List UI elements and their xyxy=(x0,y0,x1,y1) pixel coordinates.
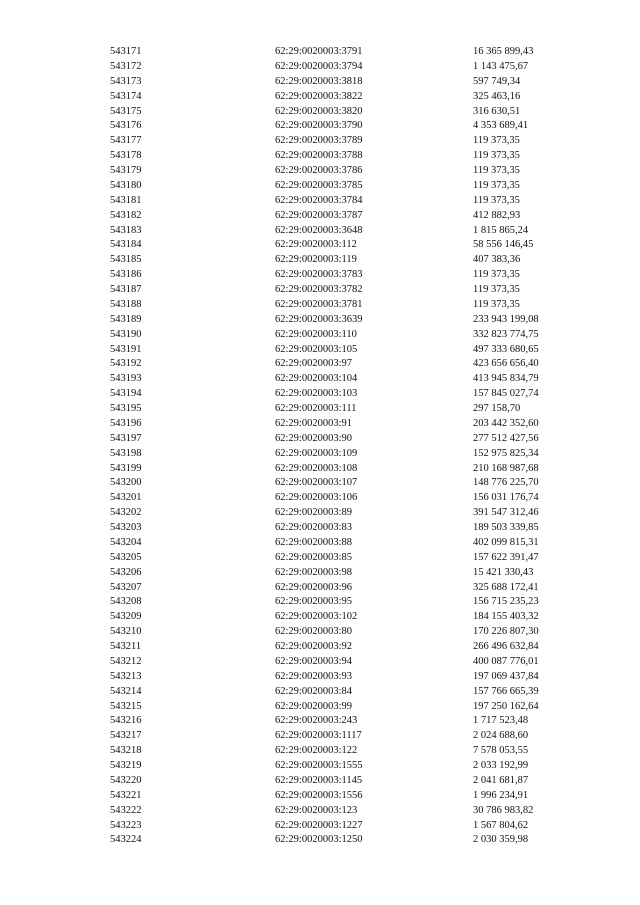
row-number-cell: 543191 xyxy=(110,343,142,355)
table-row xyxy=(110,90,573,105)
table-row xyxy=(110,134,573,149)
cadastral-number-cell: 62:29:0020003:109 xyxy=(275,447,358,459)
table-row xyxy=(110,387,573,402)
cadastral-number-cell: 62:29:0020003:103 xyxy=(275,388,358,400)
table-row xyxy=(110,581,573,596)
cadastral-value-cell: 2 024 688,60 xyxy=(473,730,529,742)
cadastral-number-cell: 62:29:0020003:94 xyxy=(275,655,353,667)
cadastral-number-cell: 62:29:0020003:98 xyxy=(275,566,353,578)
cadastral-value-cell: 157 622 391,47 xyxy=(473,551,539,563)
cadastral-number-cell: 62:29:0020003:96 xyxy=(275,581,353,593)
table-row xyxy=(110,119,573,134)
cadastral-value-cell: 157 845 027,74 xyxy=(473,388,539,400)
table-row xyxy=(110,209,573,224)
row-number-cell: 543180 xyxy=(110,179,142,191)
row-number-cell: 543199 xyxy=(110,462,142,474)
cadastral-number-cell: 62:29:0020003:1555 xyxy=(275,760,363,771)
row-number-cell: 543211 xyxy=(110,641,142,652)
table-row xyxy=(110,402,573,417)
cadastral-value-cell: 148 776 225,70 xyxy=(473,477,539,489)
cadastral-value-cell: 170 226 807,30 xyxy=(473,626,539,638)
table-row xyxy=(110,714,573,729)
row-number-cell: 543200 xyxy=(110,477,142,489)
table-row xyxy=(110,328,573,343)
cadastral-number-cell: 62:29:0020003:112 xyxy=(275,239,357,251)
table-row xyxy=(110,789,573,804)
cadastral-number-cell: 62:29:0020003:84 xyxy=(275,685,353,697)
table-row xyxy=(110,105,573,120)
cadastral-value-cell: 119 373,35 xyxy=(473,269,520,281)
cadastral-value-cell: 119 373,35 xyxy=(473,284,520,295)
cadastral-number-cell: 62:29:0020003:80 xyxy=(275,626,353,638)
cadastral-value-cell: 119 373,35 xyxy=(473,150,520,162)
row-number-cell: 543221 xyxy=(110,789,142,801)
row-number-cell: 543214 xyxy=(110,685,142,697)
cadastral-number-cell: 62:29:0020003:3784 xyxy=(275,194,363,206)
row-number-cell: 543188 xyxy=(110,298,142,310)
cadastral-number-cell: 62:29:0020003:92 xyxy=(275,641,353,652)
cadastral-number-cell: 62:29:0020003:119 xyxy=(275,254,357,266)
cadastral-value-cell: 423 656 656,40 xyxy=(473,358,539,370)
row-number-cell: 543190 xyxy=(110,328,142,340)
row-number-cell: 543218 xyxy=(110,745,142,757)
table-row xyxy=(110,283,573,298)
cadastral-value-cell: 119 373,35 xyxy=(473,298,520,310)
cadastral-number-cell: 62:29:0020003:106 xyxy=(275,492,358,504)
cadastral-value-cell: 266 496 632,84 xyxy=(473,641,539,652)
row-number-cell: 543192 xyxy=(110,358,142,370)
cadastral-value-cell: 412 882,93 xyxy=(473,209,521,221)
row-number-cell: 543210 xyxy=(110,626,142,638)
cadastral-value-cell: 189 503 339,85 xyxy=(473,522,539,533)
table-row xyxy=(110,655,573,670)
cadastral-value-cell: 15 421 330,43 xyxy=(473,566,534,578)
cadastral-number-cell: 62:29:0020003:3822 xyxy=(275,90,363,102)
table-row xyxy=(110,670,573,685)
cadastral-number-cell: 62:29:0020003:3791 xyxy=(275,46,363,57)
row-number-cell: 543179 xyxy=(110,165,142,176)
cadastral-value-cell: 16 365 899,43 xyxy=(473,46,534,57)
table-row xyxy=(110,313,573,328)
table-row xyxy=(110,253,573,268)
cadastral-value-cell: 119 373,35 xyxy=(473,194,520,206)
row-number-cell: 543187 xyxy=(110,284,142,295)
cadastral-number-cell: 62:29:0020003:107 xyxy=(275,477,358,489)
cadastral-value-cell: 119 373,35 xyxy=(473,135,520,147)
cadastral-number-cell: 62:29:0020003:102 xyxy=(275,611,358,623)
cadastral-number-cell: 62:29:0020003:85 xyxy=(275,551,353,563)
table-row xyxy=(110,238,573,253)
table-row xyxy=(110,343,573,358)
cadastral-value-cell: 1 567 804,62 xyxy=(473,819,529,831)
cadastral-value-cell: 119 373,35 xyxy=(473,165,520,176)
cadastral-number-cell: 62:29:0020003:3785 xyxy=(275,179,363,191)
row-number-cell: 543194 xyxy=(110,388,142,400)
table-row xyxy=(110,700,573,715)
table-row xyxy=(110,491,573,506)
row-number-cell: 543206 xyxy=(110,566,142,578)
cadastral-value-cell: 597 749,34 xyxy=(473,75,521,87)
row-number-cell: 543222 xyxy=(110,804,142,816)
table-row xyxy=(110,224,573,239)
table-row xyxy=(110,759,573,774)
cadastral-number-cell: 62:29:0020003:88 xyxy=(275,536,353,548)
row-number-cell: 543216 xyxy=(110,715,142,727)
cadastral-value-cell: 402 099 815,31 xyxy=(473,536,539,548)
row-number-cell: 543198 xyxy=(110,447,142,459)
cadastral-value-cell: 203 442 352,60 xyxy=(473,417,539,429)
cadastral-number-cell: 62:29:0020003:3787 xyxy=(275,209,363,221)
table-row xyxy=(110,447,573,462)
table-row xyxy=(110,595,573,610)
cadastral-value-cell: 2 041 681,87 xyxy=(473,774,529,786)
cadastral-value-cell: 210 168 987,68 xyxy=(473,462,539,474)
row-number-cell: 543185 xyxy=(110,254,142,266)
row-number-cell: 543217 xyxy=(110,730,142,742)
cadastral-number-cell: 62:29:0020003:111 xyxy=(275,403,357,414)
table-row xyxy=(110,551,573,566)
row-number-cell: 543173 xyxy=(110,75,142,87)
row-number-cell: 543203 xyxy=(110,522,142,533)
table-row xyxy=(110,75,573,90)
cadastral-number-cell: 62:29:0020003:3783 xyxy=(275,269,363,281)
cadastral-number-cell: 62:29:0020003:3786 xyxy=(275,165,363,176)
table-row xyxy=(110,833,573,848)
cadastral-value-cell: 1 996 234,91 xyxy=(473,789,529,801)
cadastral-value-cell: 297 158,70 xyxy=(473,403,521,414)
row-number-cell: 543223 xyxy=(110,819,142,831)
table-row xyxy=(110,729,573,744)
cadastral-value-cell: 184 155 403,32 xyxy=(473,611,539,623)
cadastral-number-cell: 62:29:0020003:1250 xyxy=(275,834,363,846)
row-number-cell: 543215 xyxy=(110,700,142,712)
table-row xyxy=(110,819,573,834)
row-number-cell: 543213 xyxy=(110,670,142,682)
row-number-cell: 543189 xyxy=(110,313,142,325)
cadastral-value-cell: 152 975 825,34 xyxy=(473,447,539,459)
table-row xyxy=(110,149,573,164)
table-row xyxy=(110,566,573,581)
table-row xyxy=(110,372,573,387)
cadastral-number-cell: 62:29:0020003:1227 xyxy=(275,819,363,831)
table-row xyxy=(110,774,573,789)
table-row xyxy=(110,298,573,313)
cadastral-value-cell: 30 786 983,82 xyxy=(473,804,534,816)
table-row xyxy=(110,179,573,194)
cadastral-number-cell: 62:29:0020003:3820 xyxy=(275,105,363,117)
cadastral-value-cell: 197 250 162,64 xyxy=(473,700,539,712)
table-row xyxy=(110,610,573,625)
cadastral-number-cell: 62:29:0020003:3818 xyxy=(275,75,363,87)
row-number-cell: 543196 xyxy=(110,417,142,429)
row-number-cell: 543207 xyxy=(110,581,142,593)
row-number-cell: 543201 xyxy=(110,492,142,504)
table-row xyxy=(110,640,573,655)
cadastral-number-cell: 62:29:0020003:83 xyxy=(275,522,353,533)
row-number-cell: 543220 xyxy=(110,774,142,786)
table-row xyxy=(110,357,573,372)
table-row xyxy=(110,60,573,75)
cadastral-number-cell: 62:29:0020003:3788 xyxy=(275,150,363,162)
row-number-cell: 543212 xyxy=(110,655,142,667)
cadastral-value-cell: 4 353 689,41 xyxy=(473,120,529,132)
table-row xyxy=(110,521,573,536)
row-number-cell: 543171 xyxy=(110,46,142,57)
cadastral-value-cell: 156 715 235,23 xyxy=(473,596,539,608)
row-number-cell: 543177 xyxy=(110,135,142,147)
cadastral-number-cell: 62:29:0020003:3781 xyxy=(275,298,363,310)
row-number-cell: 543183 xyxy=(110,224,142,236)
cadastral-number-cell: 62:29:0020003:90 xyxy=(275,432,353,444)
cadastral-value-cell: 316 630,51 xyxy=(473,105,521,117)
row-number-cell: 543202 xyxy=(110,507,142,519)
cadastral-value-cell: 325 688 172,41 xyxy=(473,581,539,593)
cadastral-number-cell: 62:29:0020003:89 xyxy=(275,507,353,519)
cadastral-number-cell: 62:29:0020003:123 xyxy=(275,804,358,816)
cadastral-value-cell: 7 578 053,55 xyxy=(473,745,529,757)
cadastral-value-cell: 407 383,36 xyxy=(473,254,521,266)
cadastral-number-cell: 62:29:0020003:122 xyxy=(275,745,358,757)
table-row xyxy=(110,417,573,432)
cadastral-value-cell: 413 945 834,79 xyxy=(473,373,539,385)
cadastral-value-cell: 1 717 523,48 xyxy=(473,715,529,727)
row-number-cell: 543208 xyxy=(110,596,142,608)
cadastral-number-cell: 62:29:0020003:108 xyxy=(275,462,358,474)
cadastral-value-cell: 497 333 680,65 xyxy=(473,343,539,355)
row-number-cell: 543195 xyxy=(110,403,142,414)
cadastral-value-cell: 277 512 427,56 xyxy=(473,432,539,444)
cadastral-number-cell: 62:29:0020003:3648 xyxy=(275,224,363,236)
cadastral-number-cell: 62:29:0020003:99 xyxy=(275,700,353,712)
cadastral-number-cell: 62:29:0020003:97 xyxy=(275,358,353,370)
cadastral-value-cell: 391 547 312,46 xyxy=(473,507,539,519)
cadastral-value-cell: 1 143 475,67 xyxy=(473,60,529,72)
table-row xyxy=(110,45,573,60)
row-number-cell: 543181 xyxy=(110,194,142,206)
cadastral-number-cell: 62:29:0020003:1556 xyxy=(275,789,363,801)
table-row xyxy=(110,462,573,477)
row-number-cell: 543219 xyxy=(110,760,142,771)
row-number-cell: 543204 xyxy=(110,536,142,548)
cadastral-value-cell: 233 943 199,08 xyxy=(473,313,539,325)
cadastral-number-cell: 62:29:0020003:93 xyxy=(275,670,353,682)
table-row xyxy=(110,744,573,759)
cadastral-number-cell: 62:29:0020003:3790 xyxy=(275,120,363,132)
cadastral-number-cell: 62:29:0020003:3794 xyxy=(275,60,363,72)
table-row xyxy=(110,268,573,283)
row-number-cell: 543176 xyxy=(110,120,142,132)
table-row xyxy=(110,194,573,209)
cadastral-value-cell: 2 030 359,98 xyxy=(473,834,529,846)
cadastral-value-cell: 400 087 776,01 xyxy=(473,655,539,667)
row-number-cell: 543184 xyxy=(110,239,142,251)
cadastral-number-cell: 62:29:0020003:104 xyxy=(275,373,358,385)
table-body xyxy=(110,45,573,848)
row-number-cell: 543197 xyxy=(110,432,142,444)
table-row xyxy=(110,164,573,179)
cadastral-value-cell: 325 463,16 xyxy=(473,90,521,102)
cadastral-value-cell: 156 031 176,74 xyxy=(473,492,539,504)
cadastral-value-cell: 332 823 774,75 xyxy=(473,328,539,340)
cadastral-number-cell: 62:29:0020003:3639 xyxy=(275,313,363,325)
cadastral-number-cell: 62:29:0020003:1117 xyxy=(275,730,362,742)
cadastral-number-cell: 62:29:0020003:1145 xyxy=(275,774,363,786)
table-row xyxy=(110,536,573,551)
row-number-cell: 543175 xyxy=(110,105,142,117)
table-row xyxy=(110,625,573,640)
cadastral-number-cell: 62:29:0020003:95 xyxy=(275,596,353,608)
row-number-cell: 543205 xyxy=(110,551,142,563)
cadastral-number-cell: 62:29:0020003:3789 xyxy=(275,135,363,147)
row-number-cell: 543172 xyxy=(110,60,142,72)
cadastral-value-cell: 197 069 437,84 xyxy=(473,670,539,682)
table-row xyxy=(110,804,573,819)
table-row xyxy=(110,685,573,700)
cadastral-value-cell: 2 033 192,99 xyxy=(473,760,529,771)
row-number-cell: 543193 xyxy=(110,373,142,385)
cadastral-number-cell: 62:29:0020003:110 xyxy=(275,328,357,340)
table-row xyxy=(110,506,573,521)
cadastral-number-cell: 62:29:0020003:243 xyxy=(275,715,358,727)
cadastral-number-cell: 62:29:0020003:105 xyxy=(275,343,358,355)
row-number-cell: 543174 xyxy=(110,90,142,102)
row-number-cell: 543186 xyxy=(110,269,142,281)
row-number-cell: 543224 xyxy=(110,834,142,846)
cadastral-value-cell: 157 766 665,39 xyxy=(473,685,539,697)
cadastral-number-cell: 62:29:0020003:3782 xyxy=(275,284,363,295)
table-row xyxy=(110,432,573,447)
cadastral-value-cell: 58 556 146,45 xyxy=(473,239,534,251)
table-row xyxy=(110,476,573,491)
row-number-cell: 543178 xyxy=(110,150,142,162)
cadastral-number-cell: 62:29:0020003:91 xyxy=(275,417,353,429)
cadastral-value-cell: 1 815 865,24 xyxy=(473,224,529,236)
cadastral-value-table xyxy=(110,45,573,848)
cadastral-value-cell: 119 373,35 xyxy=(473,179,520,191)
row-number-cell: 543182 xyxy=(110,209,142,221)
row-number-cell: 543209 xyxy=(110,611,142,623)
